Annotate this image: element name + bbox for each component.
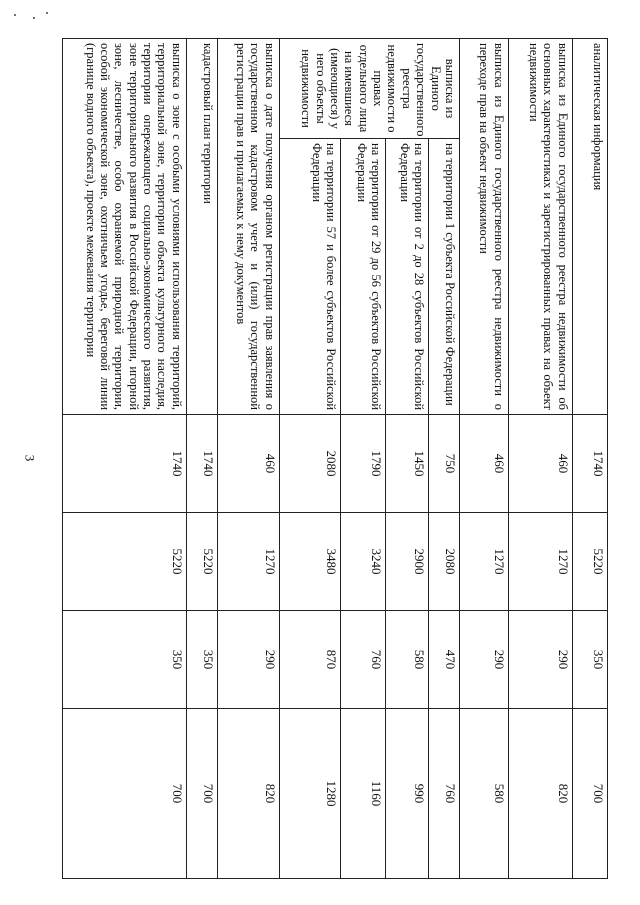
- value-cell: 820: [217, 709, 279, 879]
- table-row: [386, 39, 429, 879]
- value-cell: 350: [572, 611, 607, 709]
- value-cell: 2900: [386, 513, 429, 611]
- value-cell: 290: [217, 611, 279, 709]
- scan-speck: [33, 17, 35, 19]
- value-cell: 760: [429, 709, 460, 879]
- table-row: [63, 39, 187, 879]
- value-cell: 1160: [341, 709, 386, 879]
- table-row: [186, 39, 217, 879]
- fee-table: [62, 38, 608, 879]
- group-label-cell: выписка из Единого государственного реестра недвижимости о правах отдельного лица на имевшиеся (имеющиеся) у него объекты недвижимости: [279, 39, 459, 139]
- page-number: 3: [22, 454, 38, 462]
- value-cell: 470: [429, 611, 460, 709]
- row-label-cell: аналитическая информация: [572, 39, 607, 415]
- value-cell: 1790: [341, 415, 386, 513]
- value-cell: 2080: [429, 513, 460, 611]
- row-label-cell: выписка из Единого государственного реестра недвижимости об основных характеристиках и зарегистрированных правах на объект недвижимости: [508, 39, 572, 415]
- value-cell: 460: [459, 415, 508, 513]
- rotated-table-container: [62, 38, 608, 878]
- value-cell: 990: [386, 709, 429, 879]
- value-cell: 1280: [279, 709, 341, 879]
- table-row: [508, 39, 572, 879]
- value-cell: 1740: [63, 415, 187, 513]
- table-row: [341, 39, 386, 879]
- value-cell: 350: [186, 611, 217, 709]
- table-row: [217, 39, 279, 879]
- value-cell: 750: [429, 415, 460, 513]
- value-cell: 760: [341, 611, 386, 709]
- table-row: [279, 39, 341, 879]
- row-label-cell: выписка из Единого государственного реестра недвижимости о переходе прав на объект недвижимости: [459, 39, 508, 415]
- value-cell: 870: [279, 611, 341, 709]
- value-cell: 290: [459, 611, 508, 709]
- value-cell: 1450: [386, 415, 429, 513]
- value-cell: 1740: [572, 415, 607, 513]
- value-cell: 290: [508, 611, 572, 709]
- value-cell: 460: [217, 415, 279, 513]
- value-cell: 580: [386, 611, 429, 709]
- table-row: [572, 39, 607, 879]
- row-label-cell: на территории 1 субъекта Российской Федерации: [429, 139, 460, 415]
- row-label-cell: на территории 57 и более субъектов Российской Федерации: [279, 139, 341, 415]
- row-label-cell: выписка о зоне с особыми условиями использования территорий, территориальной зоне, территории объекта культурного наследия, территории опережающего социально-экономического развития, зоне территориального развития в Российской Федерации, игорной зоне, лесничестве, особо охраняемой природной территории, особой экономической зоне, охотничьем угодье, береговой линии (границе водного объекта), проекте межевания территории: [63, 39, 187, 415]
- row-label-cell: на территории от 29 до 56 субъектов Российской Федерации: [341, 139, 386, 415]
- value-cell: 700: [63, 709, 187, 879]
- scan-speck: [14, 14, 16, 16]
- value-cell: 3240: [341, 513, 386, 611]
- value-cell: 3480: [279, 513, 341, 611]
- row-label-cell: выписка о дате получения органом регистрации прав заявления о государственном кадастровом учете и (или) государственной регистрации прав и прилагаемых к нему документов: [217, 39, 279, 415]
- value-cell: 1740: [186, 415, 217, 513]
- value-cell: 700: [572, 709, 607, 879]
- value-cell: 5220: [572, 513, 607, 611]
- value-cell: 350: [63, 611, 187, 709]
- value-cell: 580: [459, 709, 508, 879]
- value-cell: 1270: [217, 513, 279, 611]
- table-row: [429, 39, 460, 879]
- table-row: [459, 39, 508, 879]
- fee-table-body: [63, 39, 608, 879]
- value-cell: 700: [186, 709, 217, 879]
- value-cell: 1270: [508, 513, 572, 611]
- row-label-cell: на территории от 2 до 28 субъектов Российской Федерации: [386, 139, 429, 415]
- value-cell: 460: [508, 415, 572, 513]
- value-cell: 820: [508, 709, 572, 879]
- value-cell: 5220: [186, 513, 217, 611]
- value-cell: 1270: [459, 513, 508, 611]
- value-cell: 2080: [279, 415, 341, 513]
- row-label-cell: кадастровый план территории: [186, 39, 217, 415]
- scan-speck: [46, 12, 48, 14]
- value-cell: 5220: [63, 513, 187, 611]
